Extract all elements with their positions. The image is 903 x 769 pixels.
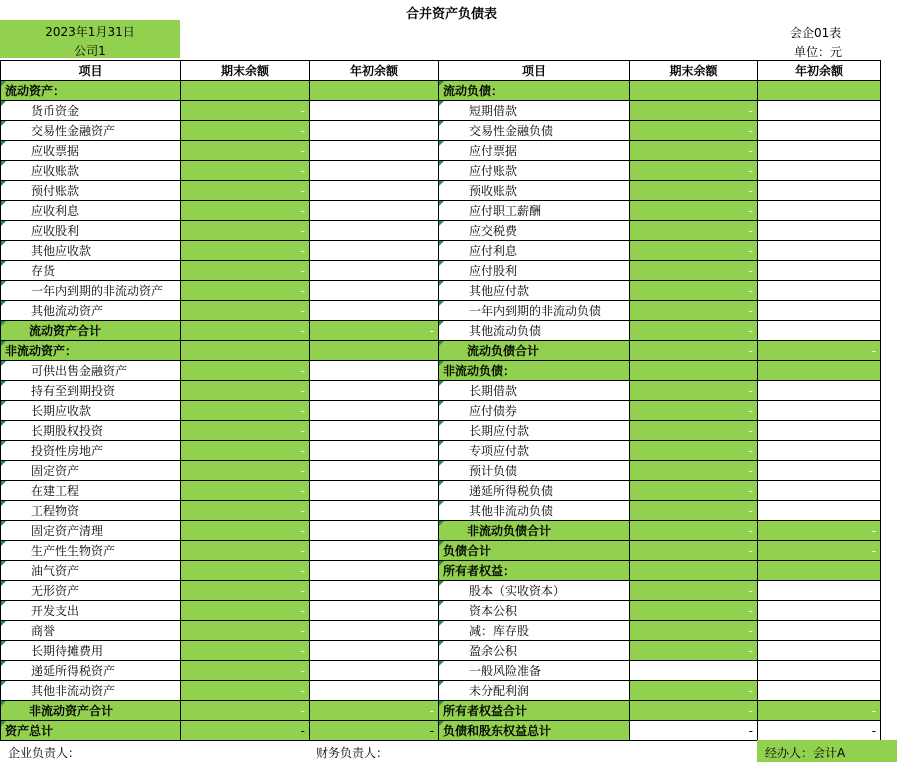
right-end-balance-cell[interactable]: - — [630, 201, 758, 221]
left-end-balance-cell[interactable]: - — [181, 721, 310, 741]
right-item-cell[interactable]: 应付账款 — [439, 161, 630, 181]
right-end-balance-cell[interactable]: - — [630, 161, 758, 181]
right-begin-balance-cell[interactable] — [758, 501, 881, 521]
right-item-cell[interactable]: 专项应付款 — [439, 441, 630, 461]
right-end-balance-cell[interactable]: - — [630, 281, 758, 301]
table-row — [1, 381, 881, 401]
right-end-balance-cell[interactable]: - — [630, 601, 758, 621]
table-row — [1, 221, 881, 241]
table-row — [1, 561, 881, 581]
table-row — [1, 301, 881, 321]
right-item-cell[interactable]: 未分配利润 — [439, 681, 630, 701]
company-name: 公司1 — [74, 44, 106, 58]
right-begin-balance-cell[interactable] — [758, 81, 881, 101]
left-end-balance-cell[interactable]: - — [181, 201, 310, 221]
balance-sheet-table — [0, 60, 881, 741]
right-begin-balance-cell[interactable] — [758, 121, 881, 141]
col-header-item-right[interactable]: 项目 — [439, 61, 630, 81]
left-end-balance-cell[interactable]: - — [181, 281, 310, 301]
left-item-cell[interactable]: 无形资产 — [1, 581, 181, 601]
table-header-row — [1, 61, 881, 81]
col-header-begin-balance[interactable]: 年初余额 — [310, 61, 439, 81]
left-item-cell[interactable]: 工程物资 — [1, 501, 181, 521]
left-begin-balance-cell[interactable] — [310, 101, 439, 121]
right-item-cell[interactable]: 非流动负债合计 — [439, 521, 630, 541]
col-header-end-balance[interactable]: 期末余额 — [181, 61, 310, 81]
right-begin-balance-cell[interactable] — [758, 181, 881, 201]
left-end-balance-cell[interactable]: - — [181, 181, 310, 201]
left-begin-balance-cell[interactable] — [310, 341, 439, 361]
left-begin-balance-cell[interactable] — [310, 181, 439, 201]
left-begin-balance-cell[interactable] — [310, 281, 439, 301]
left-begin-balance-cell[interactable] — [310, 301, 439, 321]
left-item-cell[interactable]: 在建工程 — [1, 481, 181, 501]
table-row — [1, 601, 881, 621]
left-item-cell[interactable]: 应收账款 — [1, 161, 181, 181]
right-item-cell[interactable]: 其他流动负债 — [439, 321, 630, 341]
table-row — [1, 701, 881, 721]
left-end-balance-cell[interactable]: - — [181, 221, 310, 241]
right-item-cell[interactable]: 应交税费 — [439, 221, 630, 241]
right-begin-balance-cell[interactable] — [758, 661, 881, 681]
left-item-cell[interactable]: 固定资产 — [1, 461, 181, 481]
left-item-cell[interactable]: 存货 — [1, 261, 181, 281]
left-item-cell[interactable]: 货币资金 — [1, 101, 181, 121]
right-item-cell[interactable]: 负债和股东权益总计 — [439, 721, 630, 741]
left-begin-balance-cell[interactable] — [310, 261, 439, 281]
right-item-cell[interactable]: 应付利息 — [439, 241, 630, 261]
left-end-balance-cell[interactable]: - — [181, 301, 310, 321]
left-begin-balance-cell[interactable] — [310, 141, 439, 161]
right-end-balance-cell[interactable]: - — [630, 401, 758, 421]
table-row — [1, 421, 881, 441]
left-end-balance-cell[interactable]: - — [181, 361, 310, 381]
left-end-balance-cell[interactable]: - — [181, 501, 310, 521]
right-begin-balance-cell[interactable] — [758, 201, 881, 221]
left-item-cell[interactable]: 可供出售金融资产 — [1, 361, 181, 381]
right-end-balance-cell[interactable]: - — [630, 521, 758, 541]
left-item-cell[interactable]: 开发支出 — [1, 601, 181, 621]
left-item-cell[interactable]: 递延所得税资产 — [1, 661, 181, 681]
right-begin-balance-cell[interactable] — [758, 401, 881, 421]
left-begin-balance-cell[interactable] — [310, 81, 439, 101]
right-item-cell[interactable]: 减：库存股 — [439, 621, 630, 641]
right-begin-balance-cell[interactable] — [758, 561, 881, 581]
table-row — [1, 621, 881, 641]
report-date: 2023年1月31日 — [45, 25, 135, 39]
left-begin-balance-cell[interactable] — [310, 161, 439, 181]
left-end-balance-cell[interactable]: - — [181, 261, 310, 281]
col-header-end-balance-right[interactable]: 期末余额 — [630, 61, 758, 81]
table-row — [1, 501, 881, 521]
left-item-cell[interactable]: 投资性房地产 — [1, 441, 181, 461]
left-end-balance-cell[interactable]: - — [181, 461, 310, 481]
left-begin-balance-cell[interactable] — [310, 601, 439, 621]
left-begin-balance-cell[interactable] — [310, 521, 439, 541]
right-begin-balance-cell[interactable]: - — [758, 701, 881, 721]
left-item-cell[interactable]: 预付账款 — [1, 181, 181, 201]
left-begin-balance-cell[interactable] — [310, 581, 439, 601]
right-end-balance-cell[interactable]: - — [630, 101, 758, 121]
left-begin-balance-cell[interactable] — [310, 421, 439, 441]
right-item-cell[interactable]: 负债合计 — [439, 541, 630, 561]
right-item-cell[interactable]: 一年内到期的非流动负债 — [439, 301, 630, 321]
left-end-balance-cell[interactable]: - — [181, 521, 310, 541]
table-row — [1, 721, 881, 741]
table-row — [1, 481, 881, 501]
left-item-cell[interactable]: 长期股权投资 — [1, 421, 181, 441]
right-begin-balance-cell[interactable] — [758, 301, 881, 321]
right-end-balance-cell[interactable]: - — [630, 501, 758, 521]
right-begin-balance-cell[interactable] — [758, 101, 881, 121]
right-begin-balance-cell[interactable] — [758, 161, 881, 181]
left-item-cell[interactable]: 长期应收款 — [1, 401, 181, 421]
right-item-cell[interactable]: 短期借款 — [439, 101, 630, 121]
left-end-balance-cell[interactable]: - — [181, 321, 310, 341]
right-end-balance-cell[interactable]: - — [630, 221, 758, 241]
table-row — [1, 361, 881, 381]
right-begin-balance-cell[interactable] — [758, 461, 881, 481]
right-begin-balance-cell[interactable] — [758, 581, 881, 601]
left-begin-balance-cell[interactable] — [310, 201, 439, 221]
left-begin-balance-cell[interactable] — [310, 221, 439, 241]
right-end-balance-cell[interactable]: - — [630, 701, 758, 721]
right-item-cell[interactable]: 应付职工薪酬 — [439, 201, 630, 221]
right-item-cell[interactable]: 交易性金融负债 — [439, 121, 630, 141]
sheet-footer — [0, 740, 903, 769]
right-end-balance-cell[interactable]: - — [630, 461, 758, 481]
left-end-balance-cell[interactable]: - — [181, 701, 310, 721]
right-end-balance-cell[interactable]: - — [630, 641, 758, 661]
table-row — [1, 461, 881, 481]
right-item-cell[interactable]: 应付股利 — [439, 261, 630, 281]
right-end-balance-cell[interactable]: - — [630, 141, 758, 161]
left-begin-balance-cell[interactable] — [310, 501, 439, 521]
right-begin-balance-cell[interactable] — [758, 621, 881, 641]
right-item-cell[interactable]: 预计负债 — [439, 461, 630, 481]
left-begin-balance-cell[interactable]: - — [310, 321, 439, 341]
left-end-balance-cell[interactable]: - — [181, 581, 310, 601]
currency-unit: 单位：元 — [794, 45, 843, 59]
right-begin-balance-cell[interactable] — [758, 141, 881, 161]
left-item-cell[interactable]: 油气资产 — [1, 561, 181, 581]
right-item-cell[interactable]: 非流动负债： — [439, 361, 630, 381]
table-row — [1, 541, 881, 561]
left-item-cell[interactable]: 非流动资产合计 — [1, 701, 181, 721]
left-begin-balance-cell[interactable] — [310, 481, 439, 501]
table-row — [1, 161, 881, 181]
right-end-balance-cell[interactable]: - — [630, 481, 758, 501]
right-end-balance-cell[interactable]: - — [630, 721, 758, 741]
left-item-cell[interactable]: 一年内到期的非流动资产 — [1, 281, 181, 301]
right-end-balance-cell[interactable]: - — [630, 441, 758, 461]
table-row — [1, 241, 881, 261]
left-item-cell[interactable]: 资产总计 — [1, 721, 181, 741]
table-row — [1, 121, 881, 141]
left-end-balance-cell[interactable]: - — [181, 661, 310, 681]
right-end-balance-cell[interactable]: - — [630, 621, 758, 641]
left-end-balance-cell[interactable]: - — [181, 601, 310, 621]
right-item-cell[interactable]: 应付票据 — [439, 141, 630, 161]
left-end-balance-cell[interactable]: - — [181, 561, 310, 581]
table-row — [1, 341, 881, 361]
left-end-balance-cell[interactable]: - — [181, 381, 310, 401]
left-begin-balance-cell[interactable] — [310, 561, 439, 581]
right-begin-balance-cell[interactable] — [758, 681, 881, 701]
right-item-cell[interactable]: 长期借款 — [439, 381, 630, 401]
right-end-balance-cell[interactable]: - — [630, 241, 758, 261]
left-end-balance-cell[interactable]: - — [181, 121, 310, 141]
left-item-cell[interactable]: 生产性生物资产 — [1, 541, 181, 561]
left-begin-balance-cell[interactable] — [310, 621, 439, 641]
right-end-balance-cell[interactable]: - — [630, 301, 758, 321]
right-begin-balance-cell[interactable]: - — [758, 541, 881, 561]
right-begin-balance-cell[interactable] — [758, 601, 881, 621]
left-begin-balance-cell[interactable]: - — [310, 701, 439, 721]
left-end-balance-cell[interactable]: - — [181, 641, 310, 661]
left-end-balance-cell[interactable]: - — [181, 161, 310, 181]
left-end-balance-cell[interactable]: - — [181, 101, 310, 121]
right-begin-balance-cell[interactable] — [758, 261, 881, 281]
col-header-begin-balance-right[interactable]: 年初余额 — [758, 61, 881, 81]
left-item-cell[interactable]: 固定资产清理 — [1, 521, 181, 541]
table-row — [1, 181, 881, 201]
left-begin-balance-cell[interactable] — [310, 541, 439, 561]
right-end-balance-cell[interactable]: - — [630, 381, 758, 401]
table-row — [1, 261, 881, 281]
date-company-cell[interactable] — [0, 20, 180, 58]
table-row — [1, 81, 881, 101]
left-end-balance-cell[interactable]: - — [181, 541, 310, 561]
right-item-cell[interactable]: 应付债券 — [439, 401, 630, 421]
left-item-cell[interactable]: 其他应收款 — [1, 241, 181, 261]
right-item-cell[interactable]: 一般风险准备 — [439, 661, 630, 681]
table-row — [1, 321, 881, 341]
left-item-cell[interactable]: 应收利息 — [1, 201, 181, 221]
right-begin-balance-cell[interactable] — [758, 241, 881, 261]
table-row — [1, 281, 881, 301]
right-end-balance-cell[interactable]: - — [630, 681, 758, 701]
right-item-cell[interactable]: 流动负债合计 — [439, 341, 630, 361]
left-item-cell[interactable]: 长期待摊费用 — [1, 641, 181, 661]
left-item-cell[interactable]: 流动资产合计 — [1, 321, 181, 341]
left-begin-balance-cell[interactable] — [310, 381, 439, 401]
right-begin-balance-cell[interactable] — [758, 641, 881, 661]
left-end-balance-cell[interactable]: - — [181, 621, 310, 641]
table-row — [1, 521, 881, 541]
left-begin-balance-cell[interactable] — [310, 681, 439, 701]
left-item-cell[interactable]: 持有至到期投资 — [1, 381, 181, 401]
right-end-balance-cell[interactable] — [630, 81, 758, 101]
finance-head-label: 财务负责人： — [316, 746, 389, 760]
col-header-item[interactable]: 项目 — [1, 61, 181, 81]
right-end-balance-cell[interactable]: - — [630, 341, 758, 361]
left-end-balance-cell[interactable]: - — [181, 421, 310, 441]
right-item-cell[interactable]: 其他应付款 — [439, 281, 630, 301]
table-row — [1, 681, 881, 701]
right-end-balance-cell[interactable]: - — [630, 121, 758, 141]
right-item-cell[interactable]: 流动负债： — [439, 81, 630, 101]
table-row — [1, 441, 881, 461]
right-end-balance-cell[interactable] — [630, 561, 758, 581]
left-begin-balance-cell[interactable] — [310, 361, 439, 381]
right-begin-balance-cell[interactable] — [758, 381, 881, 401]
table-row — [1, 641, 881, 661]
left-item-cell[interactable]: 交易性金融资产 — [1, 121, 181, 141]
right-begin-balance-cell[interactable] — [758, 481, 881, 501]
left-begin-balance-cell[interactable] — [310, 401, 439, 421]
left-end-balance-cell[interactable]: - — [181, 241, 310, 261]
left-item-cell[interactable]: 应收股利 — [1, 221, 181, 241]
right-item-cell[interactable]: 长期应付款 — [439, 421, 630, 441]
left-begin-balance-cell[interactable] — [310, 441, 439, 461]
right-item-cell[interactable]: 其他非流动负债 — [439, 501, 630, 521]
right-end-balance-cell[interactable]: - — [630, 581, 758, 601]
right-item-cell[interactable]: 股本（实收资本） — [439, 581, 630, 601]
right-begin-balance-cell[interactable]: - — [758, 341, 881, 361]
right-begin-balance-cell[interactable] — [758, 361, 881, 381]
table-row — [1, 101, 881, 121]
left-end-balance-cell[interactable]: - — [181, 441, 310, 461]
right-item-cell[interactable]: 预收账款 — [439, 181, 630, 201]
table-row — [1, 581, 881, 601]
left-end-balance-cell[interactable]: - — [181, 681, 310, 701]
sheet-title: 合并资产负债表 — [405, 7, 497, 22]
right-item-cell[interactable]: 资本公积 — [439, 601, 630, 621]
left-begin-balance-cell[interactable] — [310, 641, 439, 661]
left-item-cell[interactable]: 其他非流动资产 — [1, 681, 181, 701]
left-begin-balance-cell[interactable] — [310, 661, 439, 681]
right-end-balance-cell[interactable] — [630, 361, 758, 381]
left-item-cell[interactable]: 应收票据 — [1, 141, 181, 161]
right-begin-balance-cell[interactable] — [758, 221, 881, 241]
left-end-balance-cell[interactable] — [181, 341, 310, 361]
right-begin-balance-cell[interactable] — [758, 421, 881, 441]
handler-cell[interactable] — [757, 740, 897, 762]
right-end-balance-cell[interactable]: - — [630, 261, 758, 281]
left-begin-balance-cell[interactable]: - — [310, 721, 439, 741]
left-begin-balance-cell[interactable] — [310, 461, 439, 481]
sheet-header — [0, 0, 903, 60]
left-item-cell[interactable]: 商誉 — [1, 621, 181, 641]
left-item-cell[interactable]: 其他流动资产 — [1, 301, 181, 321]
left-item-cell[interactable]: 流动资产： — [1, 81, 181, 101]
right-end-balance-cell[interactable] — [630, 661, 758, 681]
right-item-cell[interactable]: 所有者权益合计 — [439, 701, 630, 721]
left-end-balance-cell[interactable]: - — [181, 401, 310, 421]
right-item-cell[interactable]: 递延所得税负债 — [439, 481, 630, 501]
left-end-balance-cell[interactable]: - — [181, 481, 310, 501]
right-begin-balance-cell[interactable] — [758, 321, 881, 341]
legal-representative-label: 企业负责人： — [8, 746, 81, 760]
left-end-balance-cell[interactable] — [181, 81, 310, 101]
left-end-balance-cell[interactable]: - — [181, 141, 310, 161]
handler-label: 经办人：会计A — [765, 746, 846, 760]
right-begin-balance-cell[interactable]: - — [758, 521, 881, 541]
form-number: 会企01表 — [790, 26, 842, 40]
table-row — [1, 141, 881, 161]
right-end-balance-cell[interactable]: - — [630, 541, 758, 561]
left-begin-balance-cell[interactable] — [310, 121, 439, 141]
right-begin-balance-cell[interactable] — [758, 441, 881, 461]
right-end-balance-cell[interactable]: - — [630, 181, 758, 201]
table-row — [1, 401, 881, 421]
right-end-balance-cell[interactable]: - — [630, 421, 758, 441]
right-item-cell[interactable]: 盈余公积 — [439, 641, 630, 661]
table-row — [1, 201, 881, 221]
table-row — [1, 661, 881, 681]
right-end-balance-cell[interactable]: - — [630, 321, 758, 341]
right-item-cell[interactable]: 所有者权益： — [439, 561, 630, 581]
right-begin-balance-cell[interactable] — [758, 281, 881, 301]
left-item-cell[interactable]: 非流动资产： — [1, 341, 181, 361]
right-begin-balance-cell[interactable]: - — [758, 721, 881, 741]
left-begin-balance-cell[interactable] — [310, 241, 439, 261]
